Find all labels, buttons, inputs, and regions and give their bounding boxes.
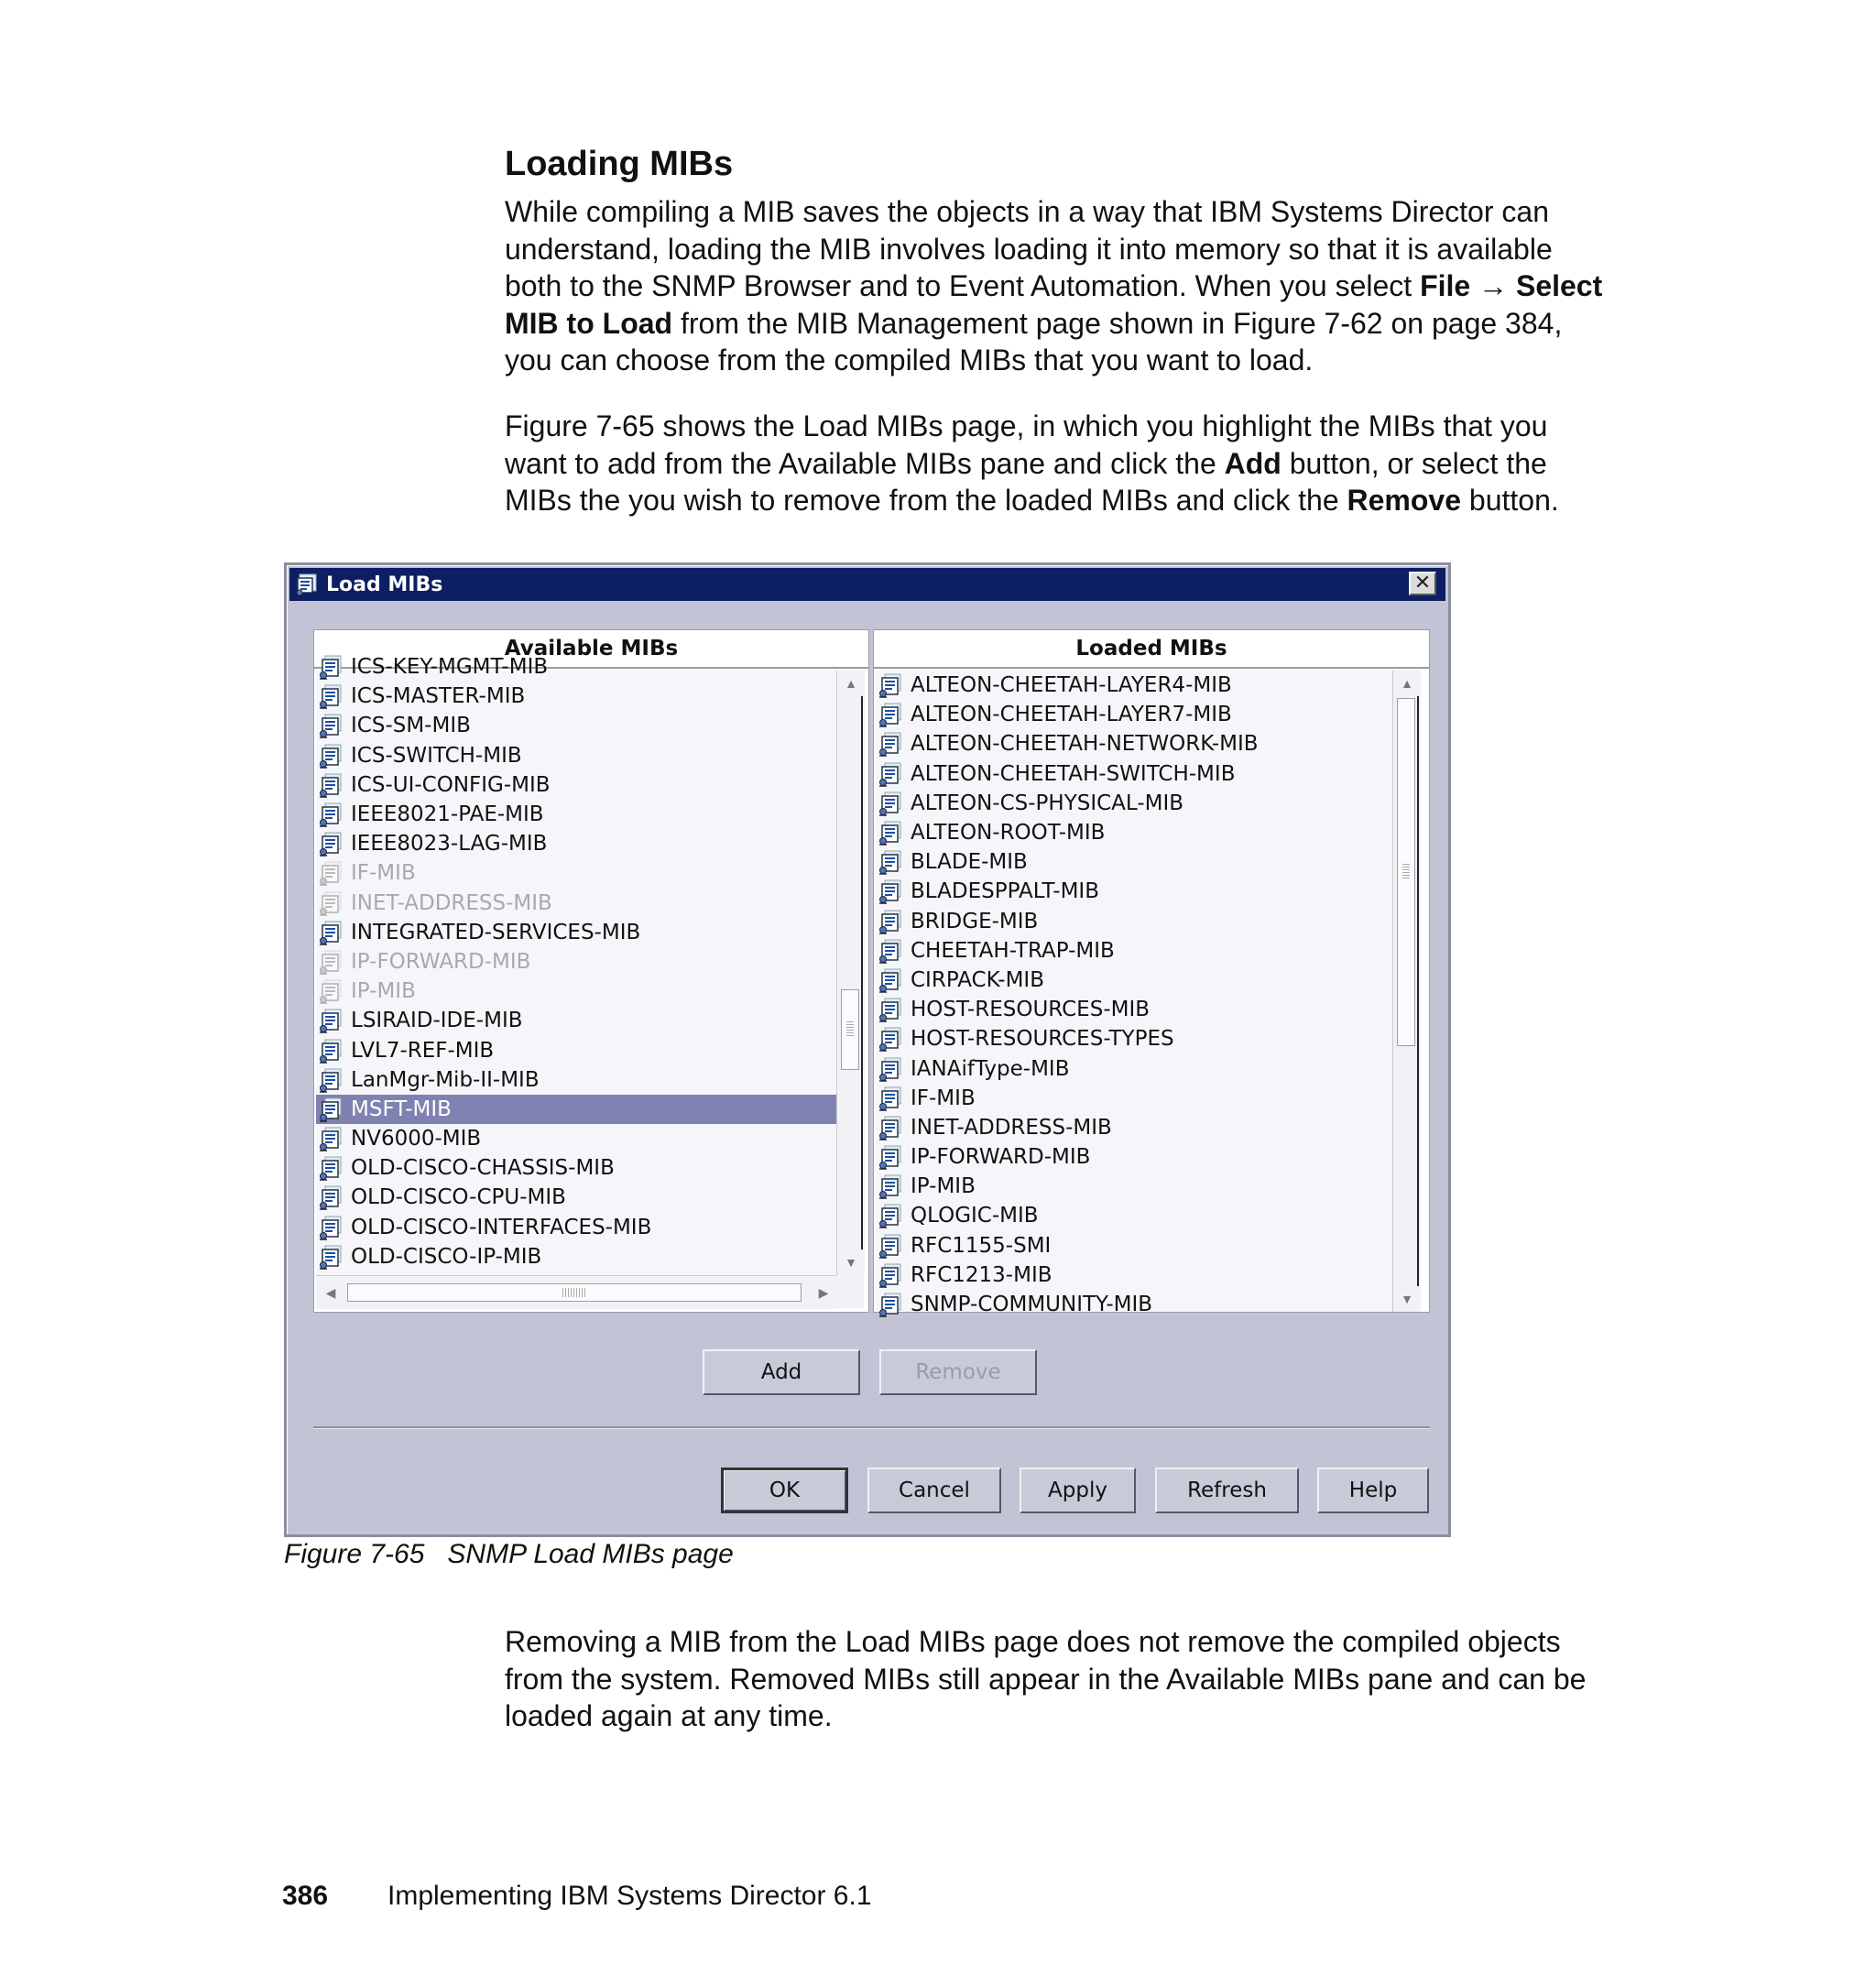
list-item[interactable] xyxy=(876,1201,1392,1230)
paragraph-intro xyxy=(505,193,1604,379)
mib-file-icon xyxy=(878,938,903,964)
mib-file-icon xyxy=(318,743,344,769)
mib-file-icon xyxy=(318,1244,344,1270)
mib-file-icon xyxy=(318,713,344,738)
mib-file-icon xyxy=(318,890,344,916)
mib-file-icon xyxy=(318,1097,344,1122)
mib-file-icon xyxy=(878,1115,903,1140)
list-item[interactable] xyxy=(876,966,1392,995)
paragraph-removing: Removing a MIB from the Load MIBs page does not remove the compiled objects from the system. Removed MIBs still appear in the Available MIBs pane and can be loaded again at any time. xyxy=(505,1625,1587,1732)
mib-file-icon xyxy=(318,978,344,1004)
list-item[interactable] xyxy=(316,858,836,888)
para1-text-b: from the MIB Management page shown in Figure 7-62 on page 384, you can choose from the compiled MIBs that you want to load. xyxy=(505,306,1563,376)
refresh-button[interactable]: Refresh xyxy=(1155,1468,1299,1513)
loaded-vertical-scrollbar[interactable] xyxy=(1392,671,1421,1312)
apply-button[interactable]: Apply xyxy=(1020,1468,1136,1513)
list-item[interactable] xyxy=(876,1290,1392,1319)
list-item-label: HOST-RESOURCES-TYPES xyxy=(911,1027,1174,1052)
list-item-label: SNMP-COMMUNITY-MIB xyxy=(911,1293,1153,1317)
list-item-label: ALTEON-CHEETAH-NETWORK-MIB xyxy=(911,732,1259,757)
list-item-label: ALTEON-CS-PHYSICAL-MIB xyxy=(911,791,1184,815)
list-item[interactable] xyxy=(316,1006,836,1035)
mib-file-icon xyxy=(878,761,903,787)
mib-file-icon xyxy=(318,1215,344,1240)
list-item[interactable] xyxy=(316,1124,836,1153)
list-item-label: LanMgr-Mib-II-MIB xyxy=(351,1067,540,1092)
list-item-label: ALTEON-CHEETAH-LAYER7-MIB xyxy=(911,703,1232,727)
list-item-label: ALTEON-CHEETAH-SWITCH-MIB xyxy=(911,761,1236,786)
list-item[interactable] xyxy=(876,1142,1392,1172)
dialog-title: Load MIBs xyxy=(326,573,443,596)
list-item-label: BLADE-MIB xyxy=(911,850,1028,875)
list-item[interactable] xyxy=(316,741,836,770)
list-item-label: IEEE8021-PAE-MIB xyxy=(351,802,544,827)
list-item[interactable] xyxy=(876,1084,1392,1113)
list-item-label: NV6000-MIB xyxy=(351,1127,482,1151)
list-item-label: IP-FORWARD-MIB xyxy=(911,1145,1091,1170)
list-item[interactable] xyxy=(316,1035,836,1064)
list-item-label: LVL7-REF-MIB xyxy=(351,1038,495,1063)
mib-file-icon xyxy=(878,1026,903,1052)
list-item[interactable] xyxy=(876,1024,1392,1053)
scroll-thumb[interactable] xyxy=(841,989,859,1070)
list-item-label: IF-MIB xyxy=(911,1086,976,1110)
available-mibs-pane xyxy=(313,629,869,1313)
page-number: 386 xyxy=(282,1881,329,1911)
list-item-label: IF-MIB xyxy=(351,861,416,886)
para2-text-c: button. xyxy=(1461,484,1559,517)
mib-file-icon xyxy=(878,1203,903,1228)
mib-file-icon xyxy=(878,1262,903,1288)
list-item[interactable] xyxy=(876,818,1392,847)
list-item[interactable] xyxy=(316,1065,836,1095)
list-item-label: IEEE8023-LAG-MIB xyxy=(351,832,548,857)
para2-bold-add: Add xyxy=(1224,446,1282,480)
para1-text-a: While compiling a MIB saves the objects in a way that IBM Systems Director can understand, loading the MIB involves loading it into memory so that it is available both to the SNMP Browser and to Event Automation. When you select xyxy=(505,195,1553,302)
scroll-down-icon[interactable]: ▼ xyxy=(1401,1292,1413,1306)
mib-file-icon xyxy=(878,1086,903,1111)
add-button[interactable]: Add xyxy=(703,1349,860,1395)
list-item-label: INET-ADDRESS-MIB xyxy=(351,890,552,915)
list-item[interactable] xyxy=(316,829,836,858)
list-item-label: HOST-RESOURCES-MIB xyxy=(911,998,1151,1022)
para1-bold-select: Select MIB to Load xyxy=(505,269,1603,340)
list-item[interactable] xyxy=(876,729,1392,758)
list-item-label: CIRPACK-MIB xyxy=(911,967,1044,992)
list-item[interactable] xyxy=(316,711,836,740)
mib-file-icon xyxy=(878,849,903,875)
list-item[interactable] xyxy=(316,770,836,800)
list-item[interactable] xyxy=(876,1172,1392,1201)
list-item[interactable] xyxy=(876,759,1392,789)
mib-file-icon xyxy=(318,831,344,857)
list-item[interactable] xyxy=(316,947,836,977)
mib-file-icon xyxy=(318,772,344,798)
list-item[interactable] xyxy=(876,789,1392,818)
list-item-label: OLD-CISCO-INTERFACES-MIB xyxy=(351,1215,652,1239)
cancel-button[interactable]: Cancel xyxy=(867,1468,1001,1513)
mib-file-icon xyxy=(318,1038,344,1064)
mib-file-icon xyxy=(318,1126,344,1151)
list-item-label: ICS-UI-CONFIG-MIB xyxy=(351,772,551,797)
mib-file-icon xyxy=(318,683,344,709)
list-item-label: OLD-CISCO-CHASSIS-MIB xyxy=(351,1156,615,1181)
remove-button[interactable]: Remove xyxy=(879,1349,1037,1395)
list-item-label: IP-MIB xyxy=(911,1174,976,1199)
mib-file-icon xyxy=(878,997,903,1022)
available-vertical-scrollbar[interactable] xyxy=(836,671,865,1275)
page-footer xyxy=(282,1881,872,1912)
scroll-left-icon[interactable]: ◀ xyxy=(325,1285,336,1300)
loaded-mibs-pane xyxy=(873,629,1430,1317)
scroll-track xyxy=(861,696,863,1249)
section-heading: Loading MIBs xyxy=(505,145,734,183)
mib-file-icon xyxy=(878,878,903,904)
mib-file-icon xyxy=(878,967,903,993)
list-item-label: ALTEON-CHEETAH-LAYER4-MIB xyxy=(911,673,1232,698)
list-item-label: LSIRAID-IDE-MIB xyxy=(351,1009,523,1033)
book-title: Implementing IBM Systems Director 6.1 xyxy=(387,1881,872,1911)
mib-file-icon xyxy=(878,1233,903,1259)
scroll-up-icon[interactable]: ▲ xyxy=(1401,676,1413,691)
load-mibs-dialog xyxy=(284,562,1451,1537)
para2-bold-remove: Remove xyxy=(1347,484,1462,517)
horizontal-scroll-thumb[interactable] xyxy=(347,1283,802,1302)
list-item-label: RFC1155-SMI xyxy=(911,1233,1052,1258)
list-item-label: QLOGIC-MIB xyxy=(911,1204,1039,1228)
list-item-label: OLD-CISCO-IP-MIB xyxy=(351,1244,542,1269)
mib-file-icon xyxy=(878,1292,903,1317)
mib-file-icon xyxy=(318,949,344,975)
list-item[interactable] xyxy=(876,671,1392,700)
list-item-label: OLD-CISCO-CPU-MIB xyxy=(351,1185,566,1210)
scroll-right-icon[interactable]: ▶ xyxy=(818,1285,829,1300)
mib-file-icon xyxy=(878,672,903,698)
title-bar[interactable] xyxy=(289,568,1445,601)
para1-bold-file: File → xyxy=(1420,269,1509,302)
list-item[interactable] xyxy=(876,1113,1392,1142)
list-item-label: MSFT-MIB xyxy=(351,1097,452,1121)
list-item[interactable] xyxy=(316,1153,836,1183)
mib-file-icon xyxy=(318,1067,344,1093)
list-item[interactable] xyxy=(316,800,836,829)
paragraph-figure-ref xyxy=(505,408,1604,519)
list-item[interactable] xyxy=(316,1242,836,1271)
list-item-label: ICS-SM-MIB xyxy=(351,714,471,738)
available-mibs-list[interactable] xyxy=(316,655,836,1275)
mib-file-icon xyxy=(878,702,903,727)
list-item[interactable] xyxy=(316,977,836,1006)
scroll-up-icon[interactable]: ▲ xyxy=(845,676,857,691)
list-item[interactable] xyxy=(316,1213,836,1242)
loaded-mibs-list[interactable] xyxy=(876,671,1392,1317)
available-horizontal-scrollbar[interactable] xyxy=(316,1275,836,1309)
list-item[interactable] xyxy=(316,918,836,947)
list-item[interactable] xyxy=(876,936,1392,966)
list-item[interactable] xyxy=(876,907,1392,936)
mib-file-icon xyxy=(318,1184,344,1210)
list-item[interactable] xyxy=(876,877,1392,906)
mib-file-icon xyxy=(318,1008,344,1033)
mib-file-icon xyxy=(318,920,344,945)
para2-text-b: button, or select the MIBs the you wish to remove from the loaded MIBs and click the xyxy=(505,446,1547,517)
list-item-label: ICS-KEY-MGMT-MIB xyxy=(351,655,549,680)
close-button[interactable] xyxy=(1409,572,1436,595)
mib-file-icon xyxy=(878,820,903,846)
mib-file-icon xyxy=(878,1144,903,1170)
scroll-down-icon[interactable]: ▼ xyxy=(845,1255,857,1270)
scroll-track xyxy=(1417,696,1419,1286)
list-item[interactable] xyxy=(876,700,1392,729)
list-item[interactable] xyxy=(316,1183,836,1212)
list-item-label: CHEETAH-TRAP-MIB xyxy=(911,938,1115,963)
list-item-label: IANAifType-MIB xyxy=(911,1056,1070,1081)
list-item[interactable] xyxy=(316,889,836,918)
mib-file-icon xyxy=(878,909,903,934)
mib-file-icon xyxy=(318,654,344,680)
close-icon: ✕ xyxy=(1413,572,1432,595)
list-item-label: BRIDGE-MIB xyxy=(911,909,1039,933)
list-item[interactable] xyxy=(876,995,1392,1024)
ok-button[interactable]: OK xyxy=(721,1468,848,1513)
list-item-label: BLADESPPALT-MIB xyxy=(911,879,1099,904)
list-item[interactable] xyxy=(316,1095,836,1124)
list-item-label: INET-ADDRESS-MIB xyxy=(911,1115,1112,1140)
scroll-thumb[interactable] xyxy=(1397,698,1415,1046)
list-item-label: IP-FORWARD-MIB xyxy=(351,949,531,974)
mib-file-icon xyxy=(318,1155,344,1181)
scrollbar-corner xyxy=(836,1275,864,1308)
separator xyxy=(313,1426,1430,1429)
list-item-label: RFC1213-MIB xyxy=(911,1262,1053,1287)
mib-file-icon xyxy=(878,731,903,757)
mib-window-icon xyxy=(295,572,321,597)
list-item[interactable] xyxy=(316,652,836,682)
mib-file-icon xyxy=(878,1056,903,1082)
mib-file-icon xyxy=(318,802,344,827)
loaded-mibs-header: Loaded MIBs xyxy=(874,630,1429,669)
list-item[interactable] xyxy=(876,847,1392,877)
mib-file-icon xyxy=(318,860,344,886)
list-item[interactable] xyxy=(876,1260,1392,1290)
list-item-label: INTEGRATED-SERVICES-MIB xyxy=(351,920,641,944)
list-item-label: ALTEON-ROOT-MIB xyxy=(911,821,1106,846)
list-item[interactable] xyxy=(876,1231,1392,1260)
list-item-label: ICS-SWITCH-MIB xyxy=(351,743,522,768)
mib-file-icon xyxy=(878,791,903,816)
help-button[interactable]: Help xyxy=(1317,1468,1429,1513)
available-mibs-header: Available MIBs xyxy=(314,630,868,669)
list-item[interactable] xyxy=(316,682,836,711)
list-item-label: ICS-MASTER-MIB xyxy=(351,684,526,709)
mib-file-icon xyxy=(878,1173,903,1199)
list-item[interactable] xyxy=(876,1053,1392,1083)
para2-text-a: Figure 7-65 shows the Load MIBs page, in which you highlight the MIBs that you want to add from the Available MIBs pane and click the xyxy=(505,409,1548,480)
list-item-label: IP-MIB xyxy=(351,979,416,1004)
figure-caption: Figure 7-65 SNMP Load MIBs page xyxy=(284,1539,734,1569)
